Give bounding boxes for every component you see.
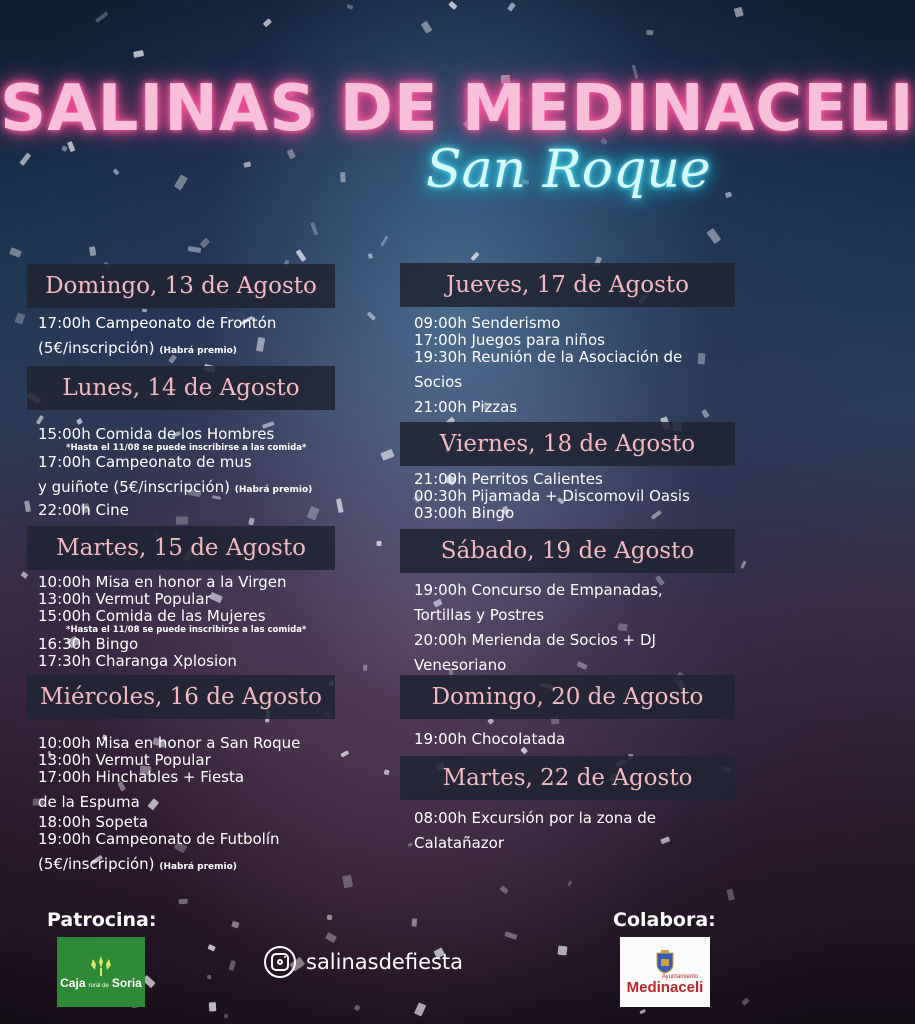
- confetti-piece: [499, 885, 508, 894]
- confetti-piece: [741, 998, 749, 1006]
- event-text: 17:00h Campeonato de mus: [38, 453, 252, 471]
- events-lunes-14: [38, 426, 312, 519]
- event-text: 03:00h Bingo: [414, 504, 515, 522]
- confetti-piece: [363, 665, 367, 672]
- day-title-domingo-20: Domingo, 20 de Agosto: [400, 675, 735, 719]
- events-sabado-19: [414, 582, 663, 674]
- event-text: 19:00h Chocolatada: [414, 730, 566, 748]
- day-title-viernes-18: Viernes, 18 de Agosto: [400, 422, 735, 466]
- confetti-piece: [243, 161, 251, 168]
- coat-of-arms-icon: [655, 950, 675, 974]
- event-text: y guiñote (5€/inscripción): [38, 478, 230, 496]
- confetti-piece: [327, 914, 333, 920]
- event-text: 08:00h Excursión por la zona de: [414, 809, 656, 827]
- page-subtitle: San Roque: [426, 140, 711, 200]
- confetti-piece: [296, 250, 307, 263]
- confetti-piece: [507, 2, 516, 12]
- caja-subword: rural de: [88, 983, 109, 989]
- confetti-piece: [19, 152, 30, 165]
- event-text: 22:00h Cine: [38, 501, 129, 519]
- event-item: [38, 794, 300, 811]
- event-item: [414, 582, 663, 599]
- event-item: [414, 657, 663, 674]
- event-item: [38, 769, 300, 786]
- events-martes-15: [38, 574, 306, 670]
- day-title-domingo-13: Domingo, 13 de Agosto: [27, 264, 335, 308]
- ayuntamiento-label: Ayuntamiento: [661, 973, 699, 980]
- event-item: [38, 856, 300, 876]
- event-text: 15:00h Comida de las Mujeres: [38, 607, 266, 625]
- event-text: 09:00h Senderismo: [414, 314, 561, 332]
- confetti-piece: [347, 4, 354, 10]
- confetti-piece: [336, 499, 343, 513]
- confetti-piece: [9, 247, 22, 258]
- confetti-piece: [141, 308, 146, 312]
- event-text: 13:00h Vermut Popular: [38, 751, 211, 769]
- confetti-piece: [95, 12, 108, 24]
- events-domingo-20: [414, 731, 565, 748]
- event-item: [38, 814, 300, 831]
- confetti-piece: [21, 571, 29, 579]
- event-text: Venesoriano: [414, 656, 507, 674]
- event-text: 00:30h Pijamada + Discomovil Oasis: [414, 487, 690, 505]
- event-text: 17:30h Charanga Xplosion: [38, 652, 237, 670]
- confetti-piece: [133, 50, 144, 58]
- confetti-piece: [421, 21, 433, 34]
- event-item: [38, 608, 306, 625]
- event-item: [414, 332, 682, 349]
- confetti-piece: [61, 145, 68, 152]
- confetti-piece: [231, 921, 240, 929]
- confetti-piece: [645, 30, 653, 36]
- medinaceli-logo: [620, 937, 710, 1007]
- confetti-piece: [408, 842, 414, 847]
- events-martes-22: [414, 810, 656, 852]
- events-viernes-18: [414, 471, 690, 522]
- event-item: [414, 399, 682, 416]
- confetti-piece: [14, 313, 25, 325]
- caja-word: Caja: [60, 976, 86, 990]
- confetti-piece: [228, 960, 236, 971]
- event-item: [414, 488, 690, 505]
- event-item: [414, 471, 690, 488]
- events-jueves-17: [414, 315, 682, 416]
- confetti-piece: [707, 228, 721, 244]
- event-text: 17:00h Juegos para niños: [414, 331, 605, 349]
- confetti-piece: [208, 1002, 216, 1011]
- confetti-piece: [354, 1005, 361, 1011]
- confetti-piece: [24, 501, 31, 513]
- event-item: [414, 835, 656, 852]
- event-item: [38, 636, 306, 653]
- day-title-martes-22: Martes, 22 de Agosto: [400, 756, 735, 800]
- event-item: [414, 810, 656, 827]
- event-prize-note: (Habrá premio): [159, 346, 237, 356]
- confetti-piece: [487, 718, 494, 725]
- confetti-piece: [639, 1009, 645, 1014]
- confetti-piece: [88, 246, 96, 256]
- confetti-piece: [77, 418, 84, 425]
- event-text: de la Espuma: [38, 793, 140, 811]
- event-text: Socios: [414, 373, 463, 391]
- event-note: *Hasta el 11/08 se puede inscribirse a las comida*: [66, 443, 307, 453]
- instagram-handle: salinasdefiesta: [306, 950, 464, 974]
- soria-word: Soria: [111, 976, 142, 990]
- event-item: [38, 752, 300, 769]
- confetti-piece: [733, 7, 743, 18]
- wheat-icon: [84, 954, 118, 976]
- event-text: 19:00h Concurso de Empanadas,: [414, 581, 663, 599]
- event-prize-note: (Habrá premio): [159, 862, 237, 872]
- event-item: [38, 454, 312, 471]
- confetti-piece: [449, 1, 458, 10]
- event-text: (5€/inscripción): [38, 339, 155, 357]
- confetti-piece: [341, 172, 346, 182]
- day-title-miercoles-16: Miércoles, 16 de Agosto: [27, 675, 335, 719]
- event-text: 17:00h Campeonato de Frontón: [38, 314, 277, 332]
- confetti-piece: [112, 168, 119, 175]
- confetti-piece: [342, 875, 353, 888]
- confetti-piece: [557, 945, 567, 955]
- confetti-piece: [414, 1002, 427, 1016]
- confetti-piece: [367, 311, 376, 320]
- confetti-piece: [383, 769, 389, 775]
- event-item: [38, 574, 306, 591]
- confetti-piece: [179, 899, 188, 905]
- event-item: [414, 607, 663, 624]
- day-title-martes-15: Martes, 15 de Agosto: [27, 526, 335, 570]
- confetti-piece: [520, 747, 528, 755]
- events-miercoles-16: [38, 735, 300, 876]
- confetti-piece: [37, 416, 45, 425]
- event-text: 10:00h Misa en honor a la Virgen: [38, 573, 287, 591]
- confetti-piece: [701, 409, 709, 418]
- event-item: [38, 735, 300, 752]
- event-item: [414, 349, 682, 366]
- event-item: [38, 502, 312, 519]
- event-text: 21:00h Perritos Calientes: [414, 470, 603, 488]
- confetti-piece: [341, 750, 350, 757]
- event-text: 19:30h Reunión de la Asociación de: [414, 348, 683, 366]
- event-item: [38, 591, 306, 608]
- confetti-piece: [287, 149, 296, 159]
- event-item: [414, 374, 682, 391]
- event-item: [38, 479, 312, 499]
- sponsor-label: Patrocina:: [47, 909, 157, 931]
- collaborator-label: Colabora:: [613, 909, 716, 931]
- confetti-piece: [412, 918, 418, 927]
- confetti-piece: [661, 836, 671, 844]
- event-text: (5€/inscripción): [38, 855, 155, 873]
- instagram-icon: [264, 946, 296, 978]
- confetti-piece: [206, 975, 211, 980]
- event-item: [414, 505, 690, 522]
- confetti-piece: [224, 1013, 228, 1017]
- event-text: 13:00h Vermut Popular: [38, 590, 211, 608]
- event-prize-note: (Habrá premio): [234, 485, 313, 495]
- event-text: 15:00h Comida de los Hombres: [38, 425, 275, 443]
- confetti-piece: [200, 238, 210, 248]
- day-title-sabado-19: Sábado, 19 de Agosto: [400, 529, 735, 573]
- confetti-piece: [174, 174, 188, 190]
- event-text: 19:00h Campeonato de Futbolín: [38, 830, 280, 848]
- event-text: 17:00h Hinchables + Fiesta: [38, 768, 245, 786]
- events-domingo-13: [38, 315, 276, 360]
- event-text: 21:00h Pizzas: [414, 398, 518, 416]
- confetti-piece: [207, 944, 216, 952]
- confetti-piece: [325, 932, 337, 943]
- confetti-piece: [377, 540, 382, 545]
- event-text: Tortillas y Postres: [414, 606, 545, 624]
- confetti-piece: [381, 449, 394, 460]
- event-text: 16:30h Bingo: [38, 635, 139, 653]
- event-item: [38, 315, 276, 332]
- page-title: SALINAS DE MEDINACELI: [0, 72, 915, 146]
- event-item: [414, 632, 663, 649]
- confetti-piece: [368, 253, 373, 259]
- confetti-piece: [727, 889, 735, 901]
- medinaceli-name: Medinaceli: [626, 978, 704, 996]
- day-title-lunes-14: Lunes, 14 de Agosto: [27, 366, 335, 410]
- instagram-link[interactable]: [264, 946, 463, 978]
- confetti-piece: [471, 252, 480, 261]
- confetti-piece: [263, 18, 272, 27]
- confetti-piece: [188, 246, 202, 253]
- caja-rural-soria-logo: [57, 937, 145, 1007]
- event-text: 10:00h Misa en honor a San Roque: [38, 734, 301, 752]
- event-item: [414, 315, 682, 332]
- event-text: Calatañazor: [414, 834, 505, 852]
- event-text: 20:00h Merienda de Socios + DJ: [414, 631, 656, 649]
- confetti-piece: [504, 931, 517, 939]
- event-item: [38, 831, 300, 848]
- day-title-jueves-17: Jueves, 17 de Agosto: [400, 263, 735, 307]
- confetti-piece: [697, 353, 705, 364]
- confetti-piece: [310, 222, 318, 235]
- event-item: [38, 653, 306, 670]
- event-item: [38, 340, 276, 360]
- confetti-piece: [740, 560, 747, 569]
- event-item: [38, 426, 312, 443]
- confetti-piece: [567, 880, 572, 886]
- event-item: [414, 731, 565, 748]
- event-text: 18:00h Sopeta: [38, 813, 149, 831]
- event-note: *Hasta el 11/08 se puede inscribirse a las comida*: [66, 625, 307, 635]
- confetti-piece: [380, 235, 388, 246]
